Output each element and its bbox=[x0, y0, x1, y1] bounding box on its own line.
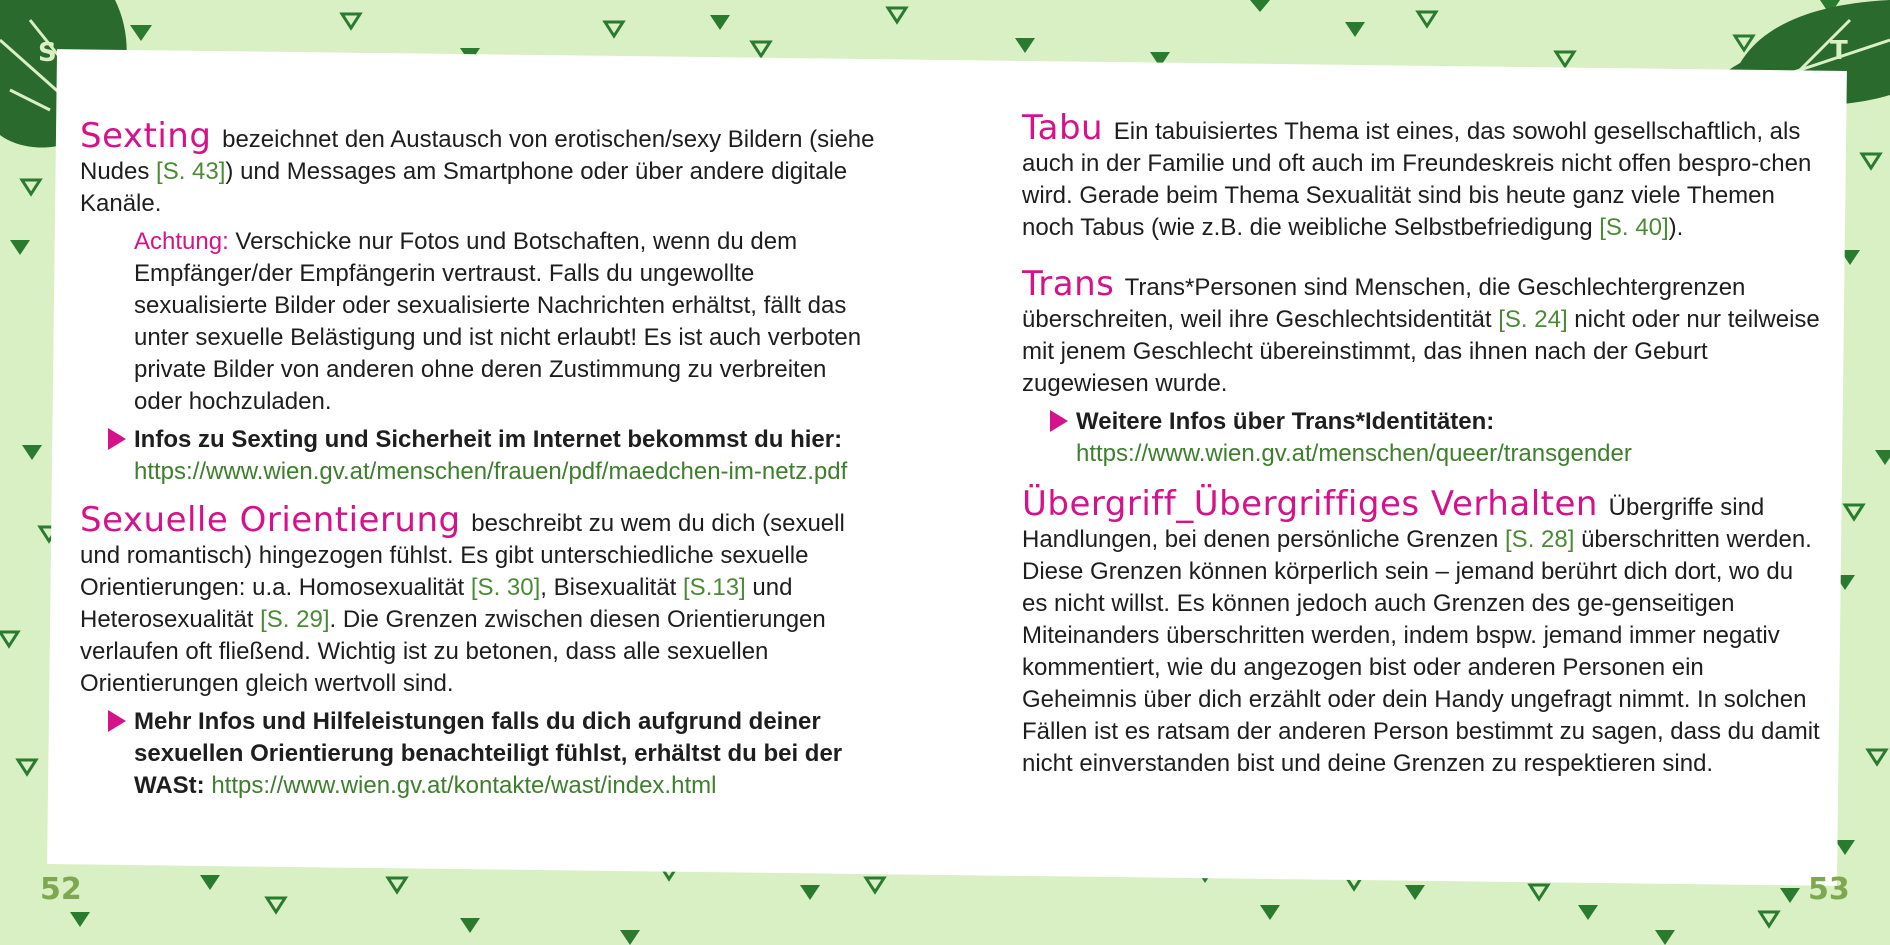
page-reference[interactable]: [S. 28] bbox=[1505, 526, 1575, 553]
page-reference[interactable]: [S.13] bbox=[683, 574, 746, 601]
corner-tab-right bbox=[1830, 36, 1848, 66]
corner-tab-right-letter: T bbox=[1830, 36, 1848, 66]
entry-sexuelle-orientierung bbox=[80, 500, 880, 802]
arrow-icon bbox=[108, 428, 126, 450]
page-number-left: 52 bbox=[40, 872, 82, 907]
info-link[interactable]: https://www.wien.gv.at/kontakte/wast/index.html bbox=[211, 772, 717, 799]
entry-text: . Die Grenzen zwischen diesen Orientierungen verlaufen oft fließend. Wichtig ist zu betonen, dass alle sexuellen Orientierungen gleich wertvoll sind. bbox=[80, 606, 826, 697]
info-text: Weitere Infos über Trans*Identitäten: bbox=[1076, 408, 1495, 435]
entry-text: Ein tabuisiertes Thema ist eines, das sowohl gesellschaftlich, als auch in der Familie und oft auch im Freundeskreis nicht offen bespro-chen wird. Gerade beim Thema Sexualität sind bis heute ganz viele Themen noch Tabus (wie z.B. die weibliche Selbstbefriedigung bbox=[1022, 118, 1812, 241]
entry-uebergriff bbox=[1022, 484, 1822, 780]
info-block bbox=[80, 424, 880, 488]
term-title: Übergriff_Übergriffiges Verhalten bbox=[1022, 484, 1598, 524]
entry-text: , Bisexualität bbox=[540, 574, 677, 601]
page-reference[interactable]: [S. 24] bbox=[1498, 306, 1568, 333]
entry-tabu bbox=[1022, 108, 1822, 244]
corner-tab-left bbox=[38, 38, 57, 68]
page-reference[interactable]: [S. 40] bbox=[1599, 214, 1669, 241]
info-block bbox=[80, 706, 880, 802]
entry-sexting bbox=[80, 116, 880, 488]
page-reference[interactable]: [S. 29] bbox=[260, 606, 330, 633]
entry-text: überschritten werden. Diese Grenzen können körperlich sein – jemand berührt dich dort, wo du es nicht willst. Es können jedoch auch Grenzen des ge-genseitigen Miteinanders überschritten werden, indem bspw. jemand immer negativ kommentiert, wie du angezogen bist oder anderen Personen ein Geheimnis über dich erzählt oder dein Handy ungefragt nimmt. In solchen Fällen ist es ratsam der anderen Person bestimmt zu sagen, dass du damit nicht einverstanden bist und deine Grenzen zu respektieren sind. bbox=[1022, 526, 1820, 777]
info-text: Infos zu Sexting und Sicherheit im Internet bekommst du hier: bbox=[134, 426, 843, 453]
entry-text: ). bbox=[1668, 214, 1684, 241]
warning-text: Verschicke nur Fotos und Botschaften, wenn du dem Empfänger/der Empfängerin vertraust. Falls du ungewollte sexualisierte Bilder oder sexualisierte Nachrichten erhältst, fällt das unter sexuelle Belästigung und ist nicht erlaubt! Es ist auch verboten private Bilder von anderen ohne deren Zustimmung zu verbreiten oder hochzuladen. bbox=[134, 228, 862, 415]
term-title: Tabu bbox=[1022, 108, 1104, 148]
left-column bbox=[80, 116, 880, 818]
entry-text: und Heterosexualität bbox=[80, 574, 793, 633]
arrow-icon bbox=[1050, 410, 1068, 432]
entry-text: Übergriffe sind Handlungen, bei denen persönliche Grenzen bbox=[1022, 494, 1765, 553]
info-text: Mehr Infos und Hilfeleistungen falls du dich aufgrund deiner sexuellen Orientierung benachteiligt fühlst, erhältst du bei der WASt: bbox=[134, 708, 843, 799]
right-column bbox=[1022, 108, 1822, 796]
info-link[interactable]: https://www.wien.gv.at/menschen/frauen/pdf/maedchen-im-netz.pdf bbox=[134, 458, 848, 485]
corner-tab-left-letter: S bbox=[38, 38, 57, 68]
entry-text: bezeichnet den Austausch von erotischen/sexy Bildern (siehe Nudes bbox=[80, 126, 875, 185]
arrow-icon bbox=[108, 710, 126, 732]
term-title: Sexuelle Orientierung bbox=[80, 500, 461, 540]
entry-text: beschreibt zu wem du dich (sexuell und romantisch) hingezogen fühlst. Es gibt unterschiedliche sexuelle Orientierungen: u.a. Homosexualität bbox=[80, 510, 845, 601]
page-reference[interactable]: [S. 30] bbox=[470, 574, 541, 601]
term-title: Trans bbox=[1022, 264, 1115, 304]
info-link[interactable]: https://www.wien.gv.at/menschen/queer/transgender bbox=[1076, 440, 1632, 467]
entry-text: nicht oder nur teilweise mit jenem Geschlecht übereinstimmt, das ihnen nach der Geburt zugewiesen wurde. bbox=[1022, 306, 1820, 397]
entry-text: ) und Messages am Smartphone oder über andere digitale Kanäle. bbox=[80, 158, 848, 217]
page-number-right: 53 bbox=[1808, 872, 1850, 907]
term-title: Sexting bbox=[80, 116, 212, 156]
info-block bbox=[1022, 406, 1822, 470]
entry-trans bbox=[1022, 264, 1822, 470]
page-reference[interactable]: [S. 43] bbox=[156, 158, 226, 185]
warning-note bbox=[80, 226, 880, 418]
warning-label: Achtung: bbox=[134, 228, 229, 255]
entry-text: Trans*Personen sind Menschen, die Geschlechtergrenzen überschreiten, weil ihre Geschlechtsidentität bbox=[1022, 274, 1746, 333]
